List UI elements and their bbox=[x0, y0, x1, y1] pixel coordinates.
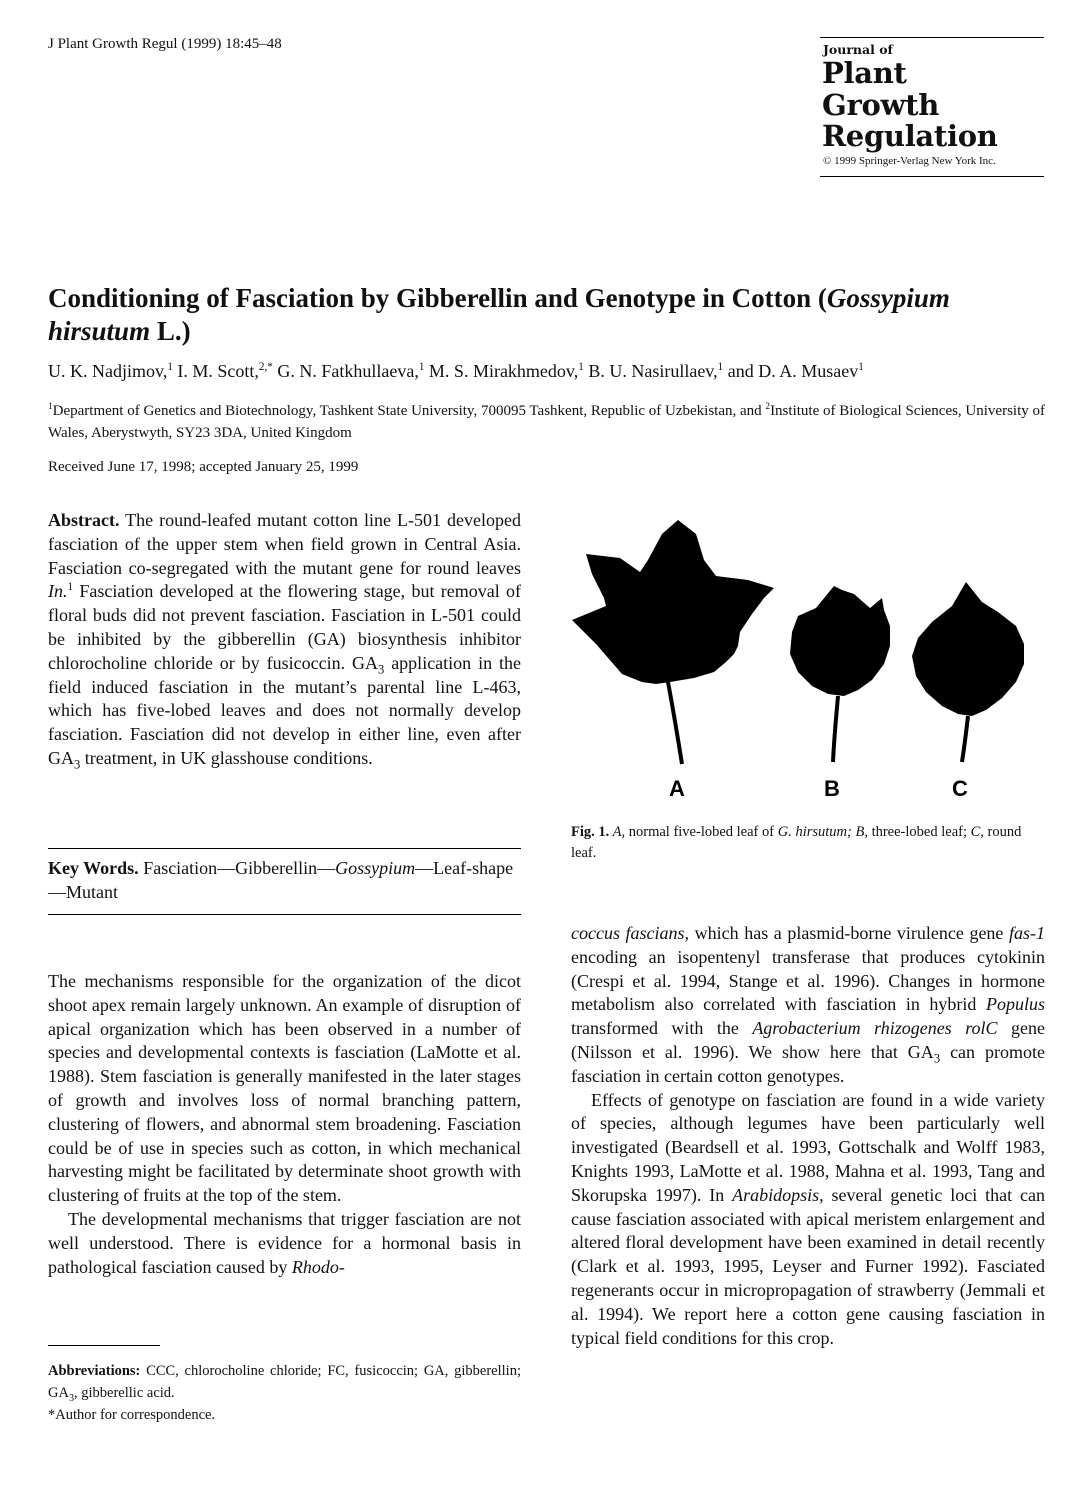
caption-text: round leaf. bbox=[571, 824, 1022, 861]
leaf-label-b: B bbox=[824, 776, 840, 801]
title-suffix: L.) bbox=[150, 316, 191, 346]
body-text: encoding an isopentenyl transferase that produces cytokinin (Crespi et al. 1994, Stange et al. 1996). Changes in hormone metabolism also correlated with fasciation in hybrid bbox=[571, 946, 1045, 1015]
received-dates: Received June 17, 1998; accepted January 25, 1999 bbox=[48, 459, 359, 475]
affil-mark: 2 bbox=[765, 402, 771, 412]
body-text: can promote fasciation in certain cotton genotypes. bbox=[571, 1041, 1045, 1086]
author-affil-mark: 1 bbox=[717, 361, 724, 373]
author: U. K. Nadjimov, bbox=[48, 361, 168, 381]
leaf-b-shape bbox=[790, 586, 890, 762]
abstract-heading: Abstract. bbox=[48, 510, 120, 530]
footnote-rule bbox=[48, 1345, 160, 1346]
leaf-label-a: A bbox=[669, 776, 685, 801]
body-italic: Arabidopsis, bbox=[732, 1184, 824, 1205]
body-paragraph: The mechanisms responsible for the organization of the dicot shoot apex remain largely unknown. An example of disruption of apical organization which has been observed in a number of species and developmental contexts is fasciation (LaMotte et al. 1988). Stem fasciation is generally manifested in the later stages of growth and involves loss of normal branching pattern, clustering of flowers, and abnormal stem broadening. Fasciation could be of use in species such as cotton, in which mechanical harvesting might be facilitated by determinate shoot growth with clustering of fruits at the top of the stem. bbox=[48, 971, 521, 1206]
caption-panel-c: C, bbox=[970, 824, 984, 840]
body-text: which has a plasmid-borne virulence gene bbox=[689, 923, 1009, 943]
leaf-label-c: C bbox=[952, 776, 968, 801]
logo-line-plant: Plant bbox=[822, 56, 907, 90]
abbreviations-heading: Abbreviations: bbox=[48, 1363, 141, 1379]
author-affil-mark: 1 bbox=[167, 361, 173, 373]
author: G. N. Fatkhullaeva, bbox=[272, 361, 419, 381]
author-affil-mark: 2,* bbox=[258, 361, 273, 373]
abstract-text: application in the field induced fasciation in the mutant’s parental line L-463, which has five-lobed leaves and does not normally develop fasciation. Fasciation did not develop in either line, even after GA bbox=[48, 652, 521, 768]
leaf-c-shape bbox=[912, 582, 1024, 762]
author-list bbox=[48, 361, 1048, 382]
footnote-text: , gibberellic acid. bbox=[74, 1385, 175, 1401]
body-text: several genetic loci that can cause fasciation associated with apical meristem enlargement and altered floral development have been examined in detail recently (Clark et al. 1993, 1995, Leyser and Furner 1992). Fasciated regenerants occur in micropropagation of strawberry (Jemmali et al. 1994). We report here a cotton gene causing fasciation in typical field conditions for this crop. bbox=[571, 1184, 1045, 1348]
body-subscript: 3 bbox=[933, 1051, 941, 1066]
abstract-text: The round-leafed mutant cotton line L-501 developed fasciation of the upper stem when field grown in Central Asia. Fasciation co-segregated with the mutant gene for round leaves bbox=[48, 510, 521, 578]
keywords-genus: Gossypium bbox=[335, 858, 416, 878]
author: B. U. Nasirullaev, bbox=[583, 361, 718, 381]
affil-text: Institute of Biological Sciences, University of Wales, Aberystwyth, SY23 3DA, United Kingdom bbox=[48, 403, 1046, 441]
title-species: Gossypium hirsutum bbox=[48, 283, 950, 346]
caption-panel-b: B, bbox=[851, 824, 868, 840]
body-italic: coccus fascians, bbox=[571, 923, 690, 943]
caption-species: G. hirsutum; bbox=[777, 824, 852, 840]
keywords-text: —Leaf-shape—Mutant bbox=[48, 858, 514, 902]
author: M. S. Mirakhmedov, bbox=[424, 361, 579, 381]
body-italic: Agrobacterium rhizogenes rolC bbox=[752, 1018, 998, 1039]
right-column-body bbox=[571, 922, 1045, 1350]
affil-text: Department of Genetics and Biotechnology, Tashkent State University, 700095 Tashkent, Republic of Uzbekistan, and bbox=[52, 403, 766, 419]
body-gene: fas-1 bbox=[1009, 923, 1045, 943]
body-paragraph bbox=[48, 1208, 521, 1279]
title-main: Conditioning of Fasciation by Gibberellin and Genotype in Cotton ( bbox=[48, 283, 827, 313]
journal-logo bbox=[820, 37, 1044, 177]
footnote-text: CCC, chlorocholine chloride; FC, fusicoccin; GA, gibberellin; GA bbox=[48, 1363, 521, 1401]
keywords-bottom-rule bbox=[48, 914, 521, 915]
figure-caption bbox=[571, 822, 1045, 864]
abstract-text: treatment, in UK glasshouse conditions. bbox=[80, 747, 373, 768]
logo-line-growth: Growth bbox=[822, 88, 940, 122]
body-text: The developmental mechanisms that trigger fasciation are not well understood. There is evidence for a hormonal basis in pathological fasciation caused by bbox=[48, 1208, 521, 1277]
affiliations bbox=[48, 400, 1048, 444]
body-text: Effects of genotype on fasciation are found in a wide variety of species, although legumes have been particularly well investigated (Beardsell et al. 1993, Gottschalk and Wolff 1983, Knights 1993, LaMotte et al. 1988, Mahna et al. 1993, Tang and Skorupska 1997). In bbox=[571, 1089, 1045, 1205]
running-head: J Plant Growth Regul (1999) 18:45–48 bbox=[48, 36, 282, 52]
author: and D. A. Musaev bbox=[723, 361, 859, 381]
abstract-text: Fasciation developed at the flowering stage, but removal of floral buds did not prevent fasciation. Fasciation in L-501 could be inhibited by the gibberellin (GA) biosynthesis inhibitor chlorocholine chloride or by fusicoccin. GA bbox=[48, 581, 521, 673]
keywords bbox=[48, 857, 521, 905]
body-text: gene (Nilsson et al. 1996). We show here that GA bbox=[571, 1018, 1045, 1062]
abstract bbox=[48, 509, 521, 771]
abstract-gene-mark: 1 bbox=[67, 581, 74, 594]
article-title bbox=[48, 282, 1048, 348]
logo-journal-of: Journal of bbox=[823, 42, 893, 57]
caption-fig-label: Fig. 1. bbox=[571, 824, 610, 840]
caption-text: normal five-lobed leaf of bbox=[625, 824, 778, 840]
footnotes bbox=[48, 1360, 521, 1426]
body-paragraph bbox=[571, 922, 1045, 1089]
keywords-heading: Key Words. bbox=[48, 858, 139, 878]
logo-line-regulation: Regulation bbox=[822, 119, 998, 153]
footnote-subscript: 3 bbox=[68, 1392, 75, 1404]
abstract-subscript: 3 bbox=[377, 662, 385, 677]
correspondence-footnote: *Author for correspondence. bbox=[48, 1407, 216, 1423]
caption-panel-a: A, bbox=[609, 824, 626, 840]
author-affil-mark: 1 bbox=[858, 361, 864, 373]
logo-copyright: © 1999 Springer-Verlag New York Inc. bbox=[823, 155, 996, 167]
author-affil-mark: 1 bbox=[578, 361, 584, 373]
keywords-text: Fasciation—Gibberellin— bbox=[138, 858, 336, 878]
body-italic: Rhodo- bbox=[291, 1256, 345, 1277]
leaf-a-shape bbox=[572, 520, 774, 764]
caption-text: three-lobed leaf; bbox=[867, 824, 971, 840]
left-column-body bbox=[48, 970, 521, 1279]
abstract-subscript: 3 bbox=[74, 757, 81, 772]
leaf-figure bbox=[566, 514, 1046, 804]
body-italic: Populus bbox=[985, 994, 1045, 1015]
author-affil-mark: 1 bbox=[418, 361, 425, 373]
abstract-gene: In. bbox=[48, 581, 68, 602]
body-text: transformed with the bbox=[571, 1018, 753, 1039]
author: I. M. Scott, bbox=[172, 361, 259, 381]
keywords-top-rule bbox=[48, 848, 521, 849]
body-paragraph bbox=[571, 1089, 1045, 1351]
affil-mark: 1 bbox=[48, 402, 53, 412]
abbreviations-footnote bbox=[48, 1360, 521, 1404]
